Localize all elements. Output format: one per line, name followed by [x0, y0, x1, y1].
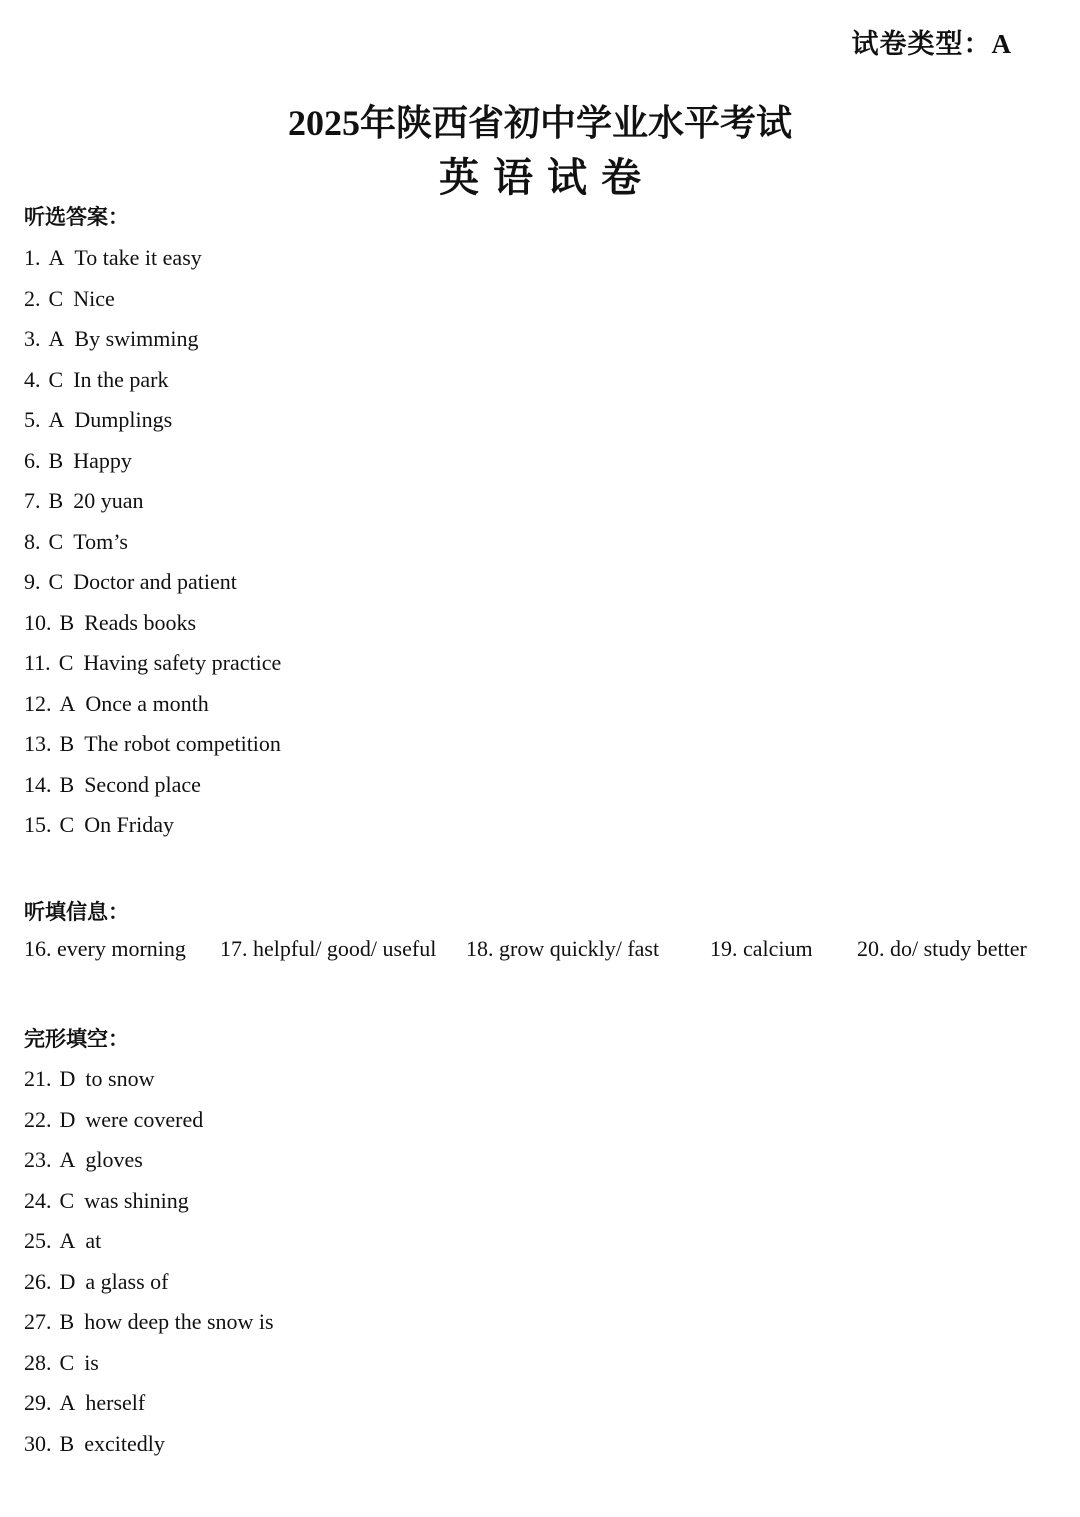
- answer-item: [24, 1181, 274, 1222]
- answer-item: [24, 724, 281, 765]
- answer-text: excitedly: [84, 1430, 165, 1456]
- answer-text: at: [85, 1228, 102, 1253]
- answer-option: A: [59, 1390, 76, 1415]
- answer-number: 28.: [24, 1349, 52, 1375]
- answer-option: D: [59, 1268, 76, 1294]
- answer-text: was shining: [84, 1187, 189, 1213]
- answer-text: Nice: [73, 285, 115, 311]
- answer-item: [24, 238, 281, 279]
- answer-text: to snow: [85, 1066, 155, 1091]
- listening-fill-heading: 听填信息：: [24, 900, 129, 924]
- listening-choice-list: [24, 238, 281, 846]
- answer-number: 29.: [24, 1390, 52, 1415]
- answer-item: [24, 1262, 274, 1303]
- answer-text: In the park: [73, 366, 169, 392]
- fill-answer-17: 17. helpful/ good/ useful: [220, 936, 437, 961]
- answer-item: [24, 279, 281, 320]
- fill-answer-16: 16. every morning: [24, 936, 186, 961]
- answer-option: C: [59, 1187, 75, 1213]
- paper-type-label: 试卷类型：A: [851, 29, 1012, 59]
- answer-item: [24, 1140, 274, 1181]
- answer-item: [24, 1059, 274, 1100]
- answer-option: A: [48, 245, 65, 270]
- answer-text: Reads books: [84, 609, 197, 635]
- answer-number: 2.: [24, 285, 41, 311]
- fill-answer-20: 20. do/ study better: [857, 936, 1027, 961]
- answer-number: 26.: [24, 1268, 52, 1294]
- answer-number: 27.: [24, 1309, 52, 1334]
- answer-text: To take it easy: [74, 245, 202, 270]
- answer-number: 13.: [24, 731, 52, 756]
- answer-item: [24, 603, 281, 644]
- answer-item: [24, 684, 281, 725]
- answer-text: On Friday: [84, 812, 175, 837]
- answer-text: gloves: [85, 1147, 143, 1172]
- answer-option: D: [59, 1066, 76, 1091]
- listening-choice-heading: 听选答案：: [24, 205, 129, 229]
- answer-number: 24.: [24, 1187, 52, 1213]
- answer-text: 20 yuan: [73, 488, 144, 513]
- exam-subtitle: 英语试卷: [439, 155, 655, 200]
- answer-text: Happy: [73, 447, 132, 473]
- answer-text: Tom’s: [73, 528, 128, 554]
- fill-answer-19: 19. calcium: [710, 936, 813, 961]
- exam-title: 2025年陕西省初中学业水平考试: [287, 103, 792, 143]
- answer-item: [24, 360, 281, 401]
- answer-text: Dumplings: [74, 407, 173, 432]
- answer-number: 8.: [24, 528, 41, 554]
- answer-text: The robot competition: [84, 731, 281, 756]
- answer-item: [24, 1383, 274, 1424]
- answer-number: 4.: [24, 366, 41, 392]
- answer-item: [24, 1100, 274, 1141]
- answer-option: C: [48, 366, 64, 392]
- answer-item: [24, 1302, 274, 1343]
- answer-number: 9.: [24, 569, 41, 594]
- answer-option: B: [48, 488, 64, 513]
- answer-option: C: [59, 812, 75, 837]
- answer-number: 6.: [24, 447, 41, 473]
- answer-option: A: [59, 1228, 76, 1253]
- answer-option: A: [48, 407, 65, 432]
- answer-option: A: [59, 1147, 76, 1172]
- answer-number: 5.: [24, 407, 41, 432]
- answer-option: B: [59, 771, 75, 797]
- answer-number: 11.: [24, 650, 51, 675]
- answer-item: [24, 805, 281, 846]
- answer-item: [24, 562, 281, 603]
- answer-option: C: [48, 528, 64, 554]
- answer-option: C: [59, 1349, 75, 1375]
- answer-number: 15.: [24, 812, 52, 837]
- answer-text: Second place: [84, 771, 201, 797]
- answer-text: Doctor and patient: [73, 569, 237, 594]
- answer-text: Having safety practice: [83, 650, 282, 675]
- answer-number: 12.: [24, 690, 52, 716]
- answer-item: [24, 481, 281, 522]
- answer-option: C: [48, 569, 64, 594]
- answer-item: [24, 1221, 274, 1262]
- answer-item: [24, 441, 281, 482]
- answer-text: Once a month: [85, 690, 209, 716]
- answer-text: By swimming: [74, 326, 199, 351]
- answer-item: [24, 765, 281, 806]
- answer-number: 10.: [24, 609, 52, 635]
- answer-item: [24, 1424, 274, 1465]
- cloze-list: [24, 1059, 274, 1464]
- answer-number: 3.: [24, 326, 41, 351]
- answer-number: 30.: [24, 1430, 52, 1456]
- answer-item: [24, 319, 281, 360]
- cloze-heading: 完形填空：: [24, 1027, 129, 1051]
- answer-item: [24, 1343, 274, 1384]
- answer-option: D: [59, 1106, 76, 1132]
- answer-item: [24, 522, 281, 563]
- answer-number: 14.: [24, 771, 52, 797]
- answer-item: [24, 643, 281, 684]
- answer-text: is: [84, 1349, 99, 1375]
- answer-option: B: [59, 609, 75, 635]
- answer-option: A: [48, 326, 65, 351]
- answer-item: [24, 400, 281, 441]
- answer-text: were covered: [85, 1106, 204, 1132]
- answer-number: 21.: [24, 1066, 52, 1091]
- answer-number: 23.: [24, 1147, 52, 1172]
- answer-option: B: [48, 447, 64, 473]
- answer-number: 22.: [24, 1106, 52, 1132]
- answer-option: B: [59, 1430, 75, 1456]
- fill-answer-18: 18. grow quickly/ fast: [466, 936, 660, 961]
- answer-text: a glass of: [85, 1268, 169, 1294]
- answer-option: A: [59, 690, 76, 716]
- answer-number: 25.: [24, 1228, 52, 1253]
- answer-option: C: [48, 285, 64, 311]
- answer-text: how deep the snow is: [84, 1309, 274, 1334]
- answer-option: B: [59, 1309, 75, 1334]
- answer-number: 1.: [24, 245, 41, 270]
- answer-option: C: [58, 650, 74, 675]
- answer-number: 7.: [24, 488, 41, 513]
- answer-text: herself: [85, 1390, 146, 1415]
- answer-option: B: [59, 731, 75, 756]
